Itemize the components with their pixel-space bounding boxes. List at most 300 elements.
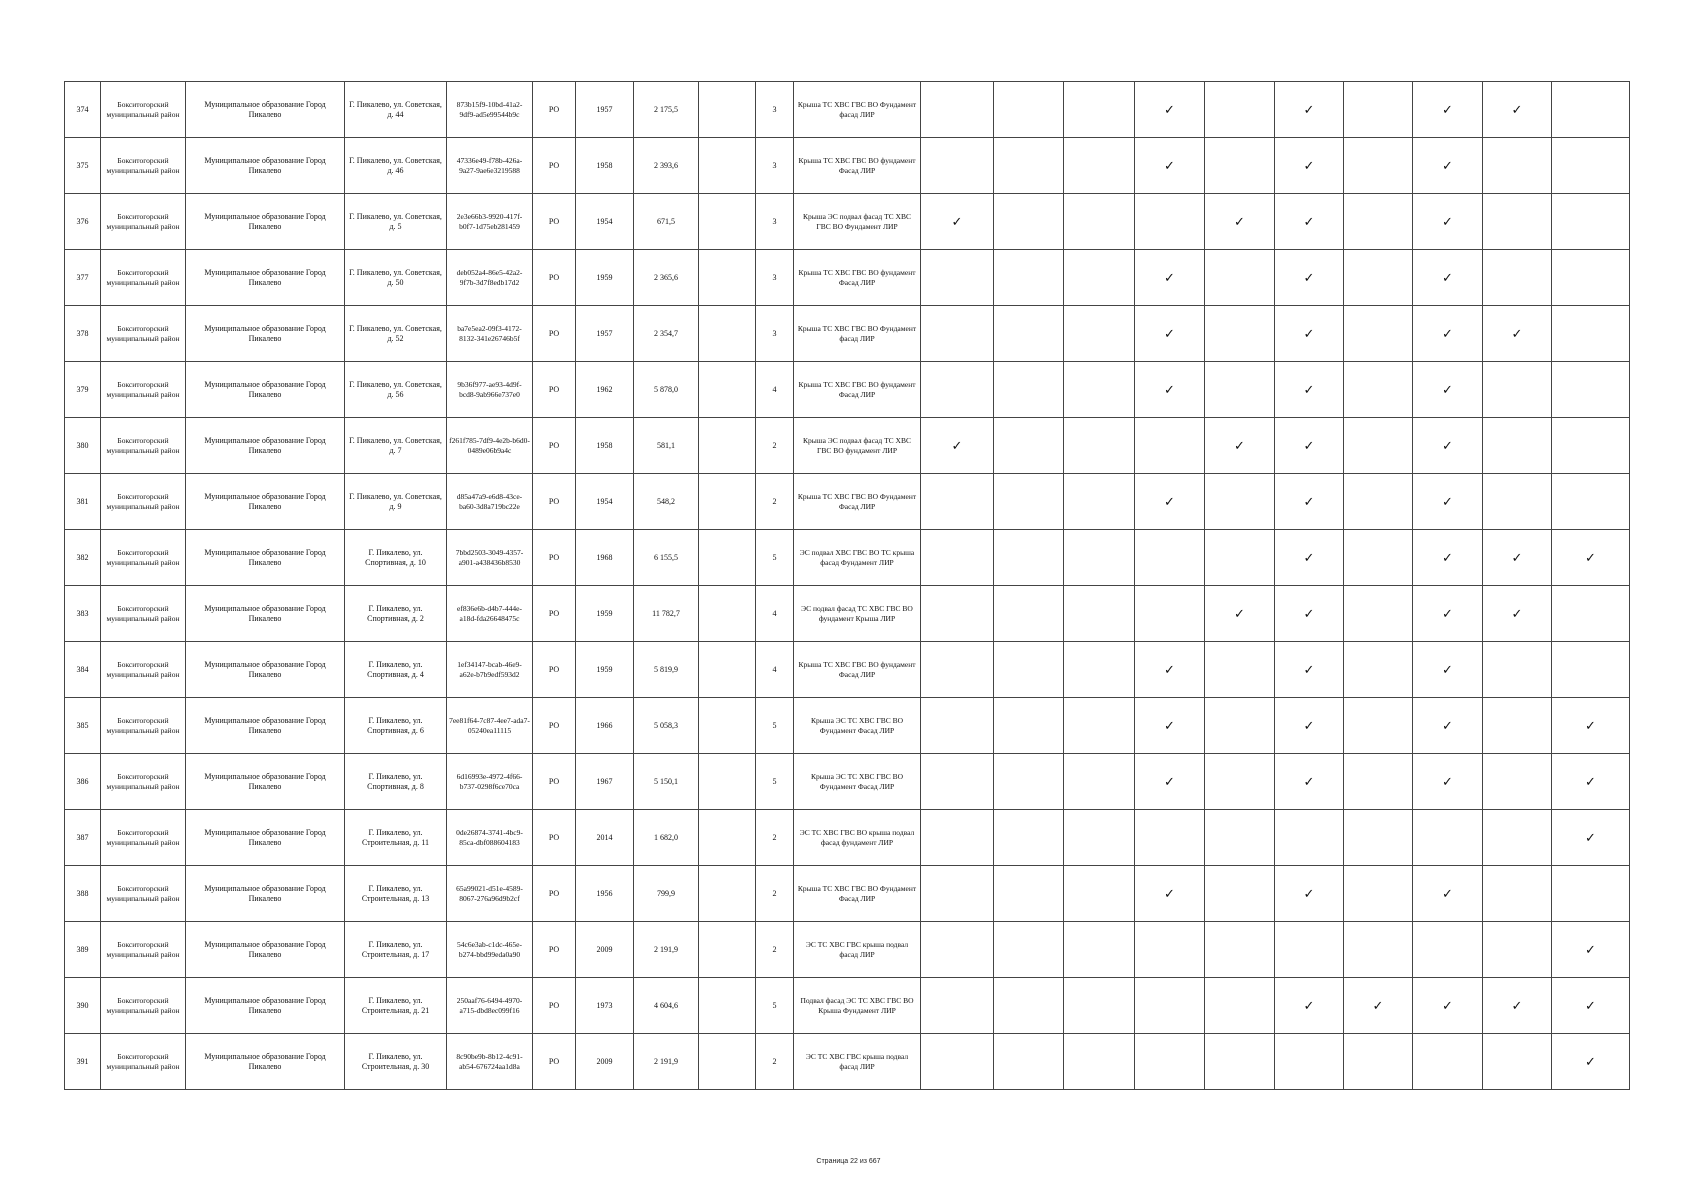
- check-cell: [1275, 1034, 1344, 1090]
- check-cell: [1135, 810, 1205, 866]
- check-cell: [1483, 586, 1552, 642]
- check-cell: [1552, 698, 1630, 754]
- type-cell: РО: [533, 138, 576, 194]
- municipality-cell: Муниципальное образование Город Пикалево: [186, 810, 345, 866]
- municipality-cell: Муниципальное образование Город Пикалево: [186, 1034, 345, 1090]
- district-cell: Бокситогорский муниципальный район: [101, 922, 186, 978]
- check-cell: [1413, 922, 1483, 978]
- year-cell: 1956: [576, 866, 634, 922]
- checkmark-icon: ✓: [1442, 549, 1453, 565]
- type-cell: РО: [533, 82, 576, 138]
- district-cell: Бокситогорский муниципальный район: [101, 530, 186, 586]
- table-row: [65, 866, 1630, 922]
- table-row: [65, 194, 1630, 250]
- floors-cell: 3: [756, 194, 794, 250]
- year-cell: 1959: [576, 250, 634, 306]
- check-cell: [1413, 698, 1483, 754]
- check-cell: [1344, 82, 1413, 138]
- check-cell: [921, 82, 994, 138]
- row-number: 376: [65, 194, 101, 250]
- check-cell: [1413, 418, 1483, 474]
- address-cell: Г. Пикалево, ул. Советская, д. 56: [345, 362, 447, 418]
- district-cell: Бокситогорский муниципальный район: [101, 978, 186, 1034]
- check-cell: [994, 978, 1064, 1034]
- address-cell: Г. Пикалево, ул. Спортивная, д. 4: [345, 642, 447, 698]
- checkmark-icon: ✓: [1234, 605, 1245, 621]
- check-cell: [921, 642, 994, 698]
- floors-cell: 5: [756, 978, 794, 1034]
- check-cell: [1483, 1034, 1552, 1090]
- address-cell: Г. Пикалево, ул. Спортивная, д. 8: [345, 754, 447, 810]
- check-cell: [1064, 1034, 1135, 1090]
- area-cell: 671,5: [634, 194, 699, 250]
- municipality-cell: Муниципальное образование Город Пикалево: [186, 474, 345, 530]
- area-cell: 2 191,9: [634, 1034, 699, 1090]
- check-cell: [994, 82, 1064, 138]
- empty-cell: [699, 474, 756, 530]
- check-cell: [1205, 922, 1275, 978]
- check-cell: [1552, 82, 1630, 138]
- check-cell: [1205, 754, 1275, 810]
- check-cell: [1483, 250, 1552, 306]
- floors-cell: 4: [756, 362, 794, 418]
- area-cell: 581,1: [634, 418, 699, 474]
- check-cell: [994, 810, 1064, 866]
- check-cell: [921, 138, 994, 194]
- municipality-cell: Муниципальное образование Город Пикалево: [186, 586, 345, 642]
- checkmark-icon: ✓: [1372, 997, 1384, 1013]
- works-cell: ЭС ТС ХВС ГВС крыша подвал фасад ЛИР: [794, 922, 921, 978]
- row-number: 390: [65, 978, 101, 1034]
- district-cell: Бокситогорский муниципальный район: [101, 194, 186, 250]
- guid-cell: 7ee81f64-7c87-4ee7-ada7-05240ea11115: [447, 698, 533, 754]
- checkmark-icon: ✓: [1442, 325, 1453, 341]
- address-cell: Г. Пикалево, ул. Советская, д. 52: [345, 306, 447, 362]
- checkmark-icon: ✓: [1303, 381, 1315, 397]
- check-cell: [1344, 138, 1413, 194]
- check-cell: [921, 194, 994, 250]
- check-cell: [1135, 250, 1205, 306]
- type-cell: РО: [533, 530, 576, 586]
- checkmark-icon: ✓: [951, 437, 963, 453]
- year-cell: 1954: [576, 194, 634, 250]
- checkmark-icon: ✓: [1585, 773, 1596, 789]
- empty-cell: [699, 418, 756, 474]
- checkmark-icon: ✓: [1164, 269, 1175, 285]
- floors-cell: 3: [756, 138, 794, 194]
- year-cell: 1973: [576, 978, 634, 1034]
- guid-cell: 1ef34147-bcab-46e9-a62e-b7b9edf593d2: [447, 642, 533, 698]
- check-cell: [1205, 586, 1275, 642]
- checkmark-icon: ✓: [1442, 997, 1453, 1013]
- check-cell: [1344, 586, 1413, 642]
- checkmark-icon: ✓: [1303, 437, 1315, 453]
- checkmark-icon: ✓: [1303, 605, 1315, 621]
- check-cell: [1205, 866, 1275, 922]
- municipality-cell: Муниципальное образование Город Пикалево: [186, 754, 345, 810]
- type-cell: РО: [533, 362, 576, 418]
- floors-cell: 2: [756, 1034, 794, 1090]
- check-cell: [1483, 530, 1552, 586]
- works-cell: Крыша ТС ХВС ГВС ВО Фундамент Фасад ЛИР: [794, 866, 921, 922]
- check-cell: [1064, 418, 1135, 474]
- check-cell: [1344, 698, 1413, 754]
- check-cell: [1064, 922, 1135, 978]
- guid-cell: 54c6e3ab-c1dc-465e-b274-bbd99eda0a90: [447, 922, 533, 978]
- guid-cell: 6d16993e-4972-4f66-b737-0298f6ce70ca: [447, 754, 533, 810]
- empty-cell: [699, 754, 756, 810]
- checkmark-icon: ✓: [1585, 549, 1596, 565]
- row-number: 389: [65, 922, 101, 978]
- checkmark-icon: ✓: [1585, 1053, 1596, 1069]
- check-cell: [1275, 698, 1344, 754]
- check-cell: [1413, 866, 1483, 922]
- check-cell: [1413, 642, 1483, 698]
- area-cell: 1 682,0: [634, 810, 699, 866]
- check-cell: [1344, 754, 1413, 810]
- table-row: [65, 362, 1630, 418]
- address-cell: Г. Пикалево, ул. Спортивная, д. 2: [345, 586, 447, 642]
- year-cell: 1958: [576, 418, 634, 474]
- year-cell: 2009: [576, 922, 634, 978]
- area-cell: 6 155,5: [634, 530, 699, 586]
- check-cell: [1205, 418, 1275, 474]
- check-cell: [1483, 754, 1552, 810]
- year-cell: 2014: [576, 810, 634, 866]
- municipality-cell: Муниципальное образование Город Пикалево: [186, 306, 345, 362]
- type-cell: РО: [533, 754, 576, 810]
- check-cell: [1064, 362, 1135, 418]
- municipality-cell: Муниципальное образование Город Пикалево: [186, 82, 345, 138]
- row-number: 391: [65, 1034, 101, 1090]
- municipality-cell: Муниципальное образование Город Пикалево: [186, 250, 345, 306]
- check-cell: [1483, 82, 1552, 138]
- check-cell: [1344, 194, 1413, 250]
- district-cell: Бокситогорский муниципальный район: [101, 362, 186, 418]
- check-cell: [1483, 362, 1552, 418]
- check-cell: [1275, 418, 1344, 474]
- check-cell: [1135, 978, 1205, 1034]
- check-cell: [1205, 82, 1275, 138]
- check-cell: [1552, 922, 1630, 978]
- municipality-cell: Муниципальное образование Город Пикалево: [186, 530, 345, 586]
- check-cell: [1275, 474, 1344, 530]
- type-cell: РО: [533, 978, 576, 1034]
- address-cell: Г. Пикалево, ул. Строительная, д. 11: [345, 810, 447, 866]
- checkmark-icon: ✓: [1303, 661, 1315, 677]
- check-cell: [1552, 194, 1630, 250]
- checkmark-icon: ✓: [1442, 437, 1453, 453]
- guid-cell: ba7e5ea2-09f3-4172-8132-341e26746b5f: [447, 306, 533, 362]
- floors-cell: 2: [756, 810, 794, 866]
- check-cell: [1413, 362, 1483, 418]
- check-cell: [1064, 810, 1135, 866]
- district-cell: Бокситогорский муниципальный район: [101, 418, 186, 474]
- empty-cell: [699, 922, 756, 978]
- area-cell: 5 150,1: [634, 754, 699, 810]
- address-cell: Г. Пикалево, ул. Строительная, д. 17: [345, 922, 447, 978]
- check-cell: [1135, 586, 1205, 642]
- checkmark-icon: ✓: [1585, 829, 1596, 845]
- row-number: 380: [65, 418, 101, 474]
- check-cell: [1413, 586, 1483, 642]
- check-cell: [1064, 530, 1135, 586]
- area-cell: 2 393,6: [634, 138, 699, 194]
- check-cell: [1483, 866, 1552, 922]
- table-row: [65, 922, 1630, 978]
- checkmark-icon: ✓: [1442, 157, 1453, 173]
- district-cell: Бокситогорский муниципальный район: [101, 698, 186, 754]
- check-cell: [921, 250, 994, 306]
- municipality-cell: Муниципальное образование Город Пикалево: [186, 418, 345, 474]
- checkmark-icon: ✓: [1303, 773, 1315, 789]
- type-cell: РО: [533, 642, 576, 698]
- area-cell: 548,2: [634, 474, 699, 530]
- checkmark-icon: ✓: [1585, 997, 1596, 1013]
- check-cell: [1413, 978, 1483, 1034]
- check-cell: [994, 1034, 1064, 1090]
- municipality-cell: Муниципальное образование Город Пикалево: [186, 362, 345, 418]
- empty-cell: [699, 82, 756, 138]
- table-row: [65, 250, 1630, 306]
- district-cell: Бокситогорский муниципальный район: [101, 1034, 186, 1090]
- type-cell: РО: [533, 418, 576, 474]
- check-cell: [1275, 362, 1344, 418]
- floors-cell: 2: [756, 418, 794, 474]
- check-cell: [1483, 922, 1552, 978]
- check-cell: [921, 754, 994, 810]
- check-cell: [1344, 250, 1413, 306]
- check-cell: [1483, 978, 1552, 1034]
- check-cell: [1344, 866, 1413, 922]
- table-row: [65, 138, 1630, 194]
- guid-cell: 7bbd2503-3049-4357-a901-a438436b8530: [447, 530, 533, 586]
- check-cell: [1552, 306, 1630, 362]
- table-row: [65, 698, 1630, 754]
- check-cell: [1135, 418, 1205, 474]
- empty-cell: [699, 138, 756, 194]
- check-cell: [1483, 138, 1552, 194]
- checkmark-icon: ✓: [1164, 773, 1175, 789]
- housing-table: [64, 81, 1630, 1090]
- table-row: [65, 306, 1630, 362]
- empty-cell: [699, 698, 756, 754]
- check-cell: [1064, 194, 1135, 250]
- check-cell: [1344, 362, 1413, 418]
- guid-cell: 47336e49-f78b-426a-9a27-9ae6e3219588: [447, 138, 533, 194]
- area-cell: 2 354,7: [634, 306, 699, 362]
- works-cell: Крыша ЭС подвал фасад ТС ХВС ГВС ВО фундамент ЛИР: [794, 418, 921, 474]
- district-cell: Бокситогорский муниципальный район: [101, 866, 186, 922]
- check-cell: [1135, 474, 1205, 530]
- checkmark-icon: ✓: [1303, 101, 1315, 117]
- works-cell: Крыша ТС ХВС ГВС ВО Фундамент Фасад ЛИР: [794, 474, 921, 530]
- check-cell: [921, 866, 994, 922]
- address-cell: Г. Пикалево, ул. Советская, д. 9: [345, 474, 447, 530]
- check-cell: [1275, 250, 1344, 306]
- check-cell: [994, 586, 1064, 642]
- check-cell: [1064, 754, 1135, 810]
- year-cell: 1954: [576, 474, 634, 530]
- table-row: [65, 754, 1630, 810]
- check-cell: [1552, 978, 1630, 1034]
- year-cell: 1959: [576, 586, 634, 642]
- row-number: 386: [65, 754, 101, 810]
- checkmark-icon: ✓: [951, 213, 963, 229]
- table-row: [65, 810, 1630, 866]
- check-cell: [1275, 978, 1344, 1034]
- row-number: 382: [65, 530, 101, 586]
- check-cell: [1064, 586, 1135, 642]
- checkmark-icon: ✓: [1164, 157, 1175, 173]
- works-cell: Крыша ТС ХВС ГВС ВО фундамент Фасад ЛИР: [794, 362, 921, 418]
- check-cell: [1344, 474, 1413, 530]
- check-cell: [1483, 642, 1552, 698]
- guid-cell: d85a47a9-e6d8-43ce-ba60-3d8a719bc22e: [447, 474, 533, 530]
- year-cell: 1962: [576, 362, 634, 418]
- guid-cell: 2e3e66b3-9920-417f-b0f7-1d75eb281459: [447, 194, 533, 250]
- check-cell: [1344, 1034, 1413, 1090]
- check-cell: [994, 474, 1064, 530]
- check-cell: [921, 922, 994, 978]
- address-cell: Г. Пикалево, ул. Советская, д. 50: [345, 250, 447, 306]
- check-cell: [921, 306, 994, 362]
- address-cell: Г. Пикалево, ул. Советская, д. 5: [345, 194, 447, 250]
- district-cell: Бокситогорский муниципальный район: [101, 586, 186, 642]
- checkmark-icon: ✓: [1164, 717, 1175, 733]
- check-cell: [994, 138, 1064, 194]
- district-cell: Бокситогорский муниципальный район: [101, 250, 186, 306]
- checkmark-icon: ✓: [1442, 493, 1453, 509]
- floors-cell: 5: [756, 698, 794, 754]
- row-number: 387: [65, 810, 101, 866]
- year-cell: 1967: [576, 754, 634, 810]
- municipality-cell: Муниципальное образование Город Пикалево: [186, 698, 345, 754]
- empty-cell: [699, 642, 756, 698]
- check-cell: [1205, 810, 1275, 866]
- address-cell: Г. Пикалево, ул. Советская, д. 7: [345, 418, 447, 474]
- works-cell: Крыша ЭС подвал фасад ТС ХВС ГВС ВО Фундамент ЛИР: [794, 194, 921, 250]
- checkmark-icon: ✓: [1585, 941, 1596, 957]
- type-cell: РО: [533, 250, 576, 306]
- area-cell: 2 175,5: [634, 82, 699, 138]
- address-cell: Г. Пикалево, ул. Строительная, д. 21: [345, 978, 447, 1034]
- type-cell: РО: [533, 810, 576, 866]
- check-cell: [1135, 362, 1205, 418]
- check-cell: [994, 362, 1064, 418]
- address-cell: Г. Пикалево, ул. Советская, д. 44: [345, 82, 447, 138]
- check-cell: [1275, 194, 1344, 250]
- floors-cell: 3: [756, 250, 794, 306]
- check-cell: [1413, 754, 1483, 810]
- checkmark-icon: ✓: [1303, 885, 1315, 901]
- check-cell: [1552, 642, 1630, 698]
- checkmark-icon: ✓: [1511, 605, 1523, 621]
- page-number: Страница 22 из 667: [816, 1158, 881, 1165]
- works-cell: ЭС подвал фасад ТС ХВС ГВС ВО фундамент Крыша ЛИР: [794, 586, 921, 642]
- guid-cell: 8c90be9b-8b12-4c91-ab54-676724aa1d8a: [447, 1034, 533, 1090]
- empty-cell: [699, 1034, 756, 1090]
- works-cell: Подвал фасад ЭС ТС ХВС ГВС ВО Крыша Фундамент ЛИР: [794, 978, 921, 1034]
- check-cell: [1064, 474, 1135, 530]
- checkmark-icon: ✓: [1164, 661, 1175, 677]
- guid-cell: f261f785-7df9-4e2b-b6d0-0489e06b9a4c: [447, 418, 533, 474]
- check-cell: [1064, 698, 1135, 754]
- checkmark-icon: ✓: [1442, 885, 1453, 901]
- check-cell: [994, 194, 1064, 250]
- checkmark-icon: ✓: [1511, 325, 1523, 341]
- check-cell: [1135, 698, 1205, 754]
- check-cell: [1275, 866, 1344, 922]
- check-cell: [1275, 922, 1344, 978]
- row-number: 383: [65, 586, 101, 642]
- check-cell: [1413, 810, 1483, 866]
- works-cell: ЭС ТС ХВС ГВС крыша подвал фасад ЛИР: [794, 1034, 921, 1090]
- works-cell: Крыша ТС ХВС ГВС ВО фундамент Фасад ЛИР: [794, 642, 921, 698]
- empty-cell: [699, 306, 756, 362]
- check-cell: [1205, 474, 1275, 530]
- checkmark-icon: ✓: [1303, 325, 1315, 341]
- district-cell: Бокситогорский муниципальный район: [101, 754, 186, 810]
- check-cell: [1552, 754, 1630, 810]
- works-cell: Крыша ТС ХВС ГВС ВО Фундамент фасад ЛИР: [794, 306, 921, 362]
- check-cell: [1413, 306, 1483, 362]
- check-cell: [994, 922, 1064, 978]
- district-cell: Бокситогорский муниципальный район: [101, 82, 186, 138]
- checkmark-icon: ✓: [1164, 381, 1175, 397]
- check-cell: [1344, 642, 1413, 698]
- checkmark-icon: ✓: [1511, 549, 1523, 565]
- row-number: 378: [65, 306, 101, 362]
- empty-cell: [699, 810, 756, 866]
- check-cell: [1552, 530, 1630, 586]
- year-cell: 1958: [576, 138, 634, 194]
- check-cell: [1413, 138, 1483, 194]
- check-cell: [1205, 698, 1275, 754]
- check-cell: [921, 978, 994, 1034]
- check-cell: [1205, 250, 1275, 306]
- check-cell: [1275, 306, 1344, 362]
- type-cell: РО: [533, 474, 576, 530]
- floors-cell: 5: [756, 530, 794, 586]
- check-cell: [921, 810, 994, 866]
- year-cell: 1966: [576, 698, 634, 754]
- district-cell: Бокситогорский муниципальный район: [101, 474, 186, 530]
- checkmark-icon: ✓: [1234, 213, 1245, 229]
- floors-cell: 2: [756, 474, 794, 530]
- check-cell: [994, 250, 1064, 306]
- check-cell: [1413, 474, 1483, 530]
- check-cell: [1064, 642, 1135, 698]
- check-cell: [1205, 362, 1275, 418]
- check-cell: [994, 530, 1064, 586]
- empty-cell: [699, 530, 756, 586]
- check-cell: [1275, 530, 1344, 586]
- check-cell: [1413, 530, 1483, 586]
- year-cell: 1959: [576, 642, 634, 698]
- check-cell: [1552, 474, 1630, 530]
- address-cell: Г. Пикалево, ул. Спортивная, д. 6: [345, 698, 447, 754]
- type-cell: РО: [533, 866, 576, 922]
- guid-cell: 0de26874-3741-4bc9-85ca-dbf088604183: [447, 810, 533, 866]
- district-cell: Бокситогорский муниципальный район: [101, 642, 186, 698]
- checkmark-icon: ✓: [1303, 157, 1315, 173]
- type-cell: РО: [533, 194, 576, 250]
- table-row: [65, 1034, 1630, 1090]
- check-cell: [1344, 810, 1413, 866]
- area-cell: 2 365,6: [634, 250, 699, 306]
- check-cell: [1552, 138, 1630, 194]
